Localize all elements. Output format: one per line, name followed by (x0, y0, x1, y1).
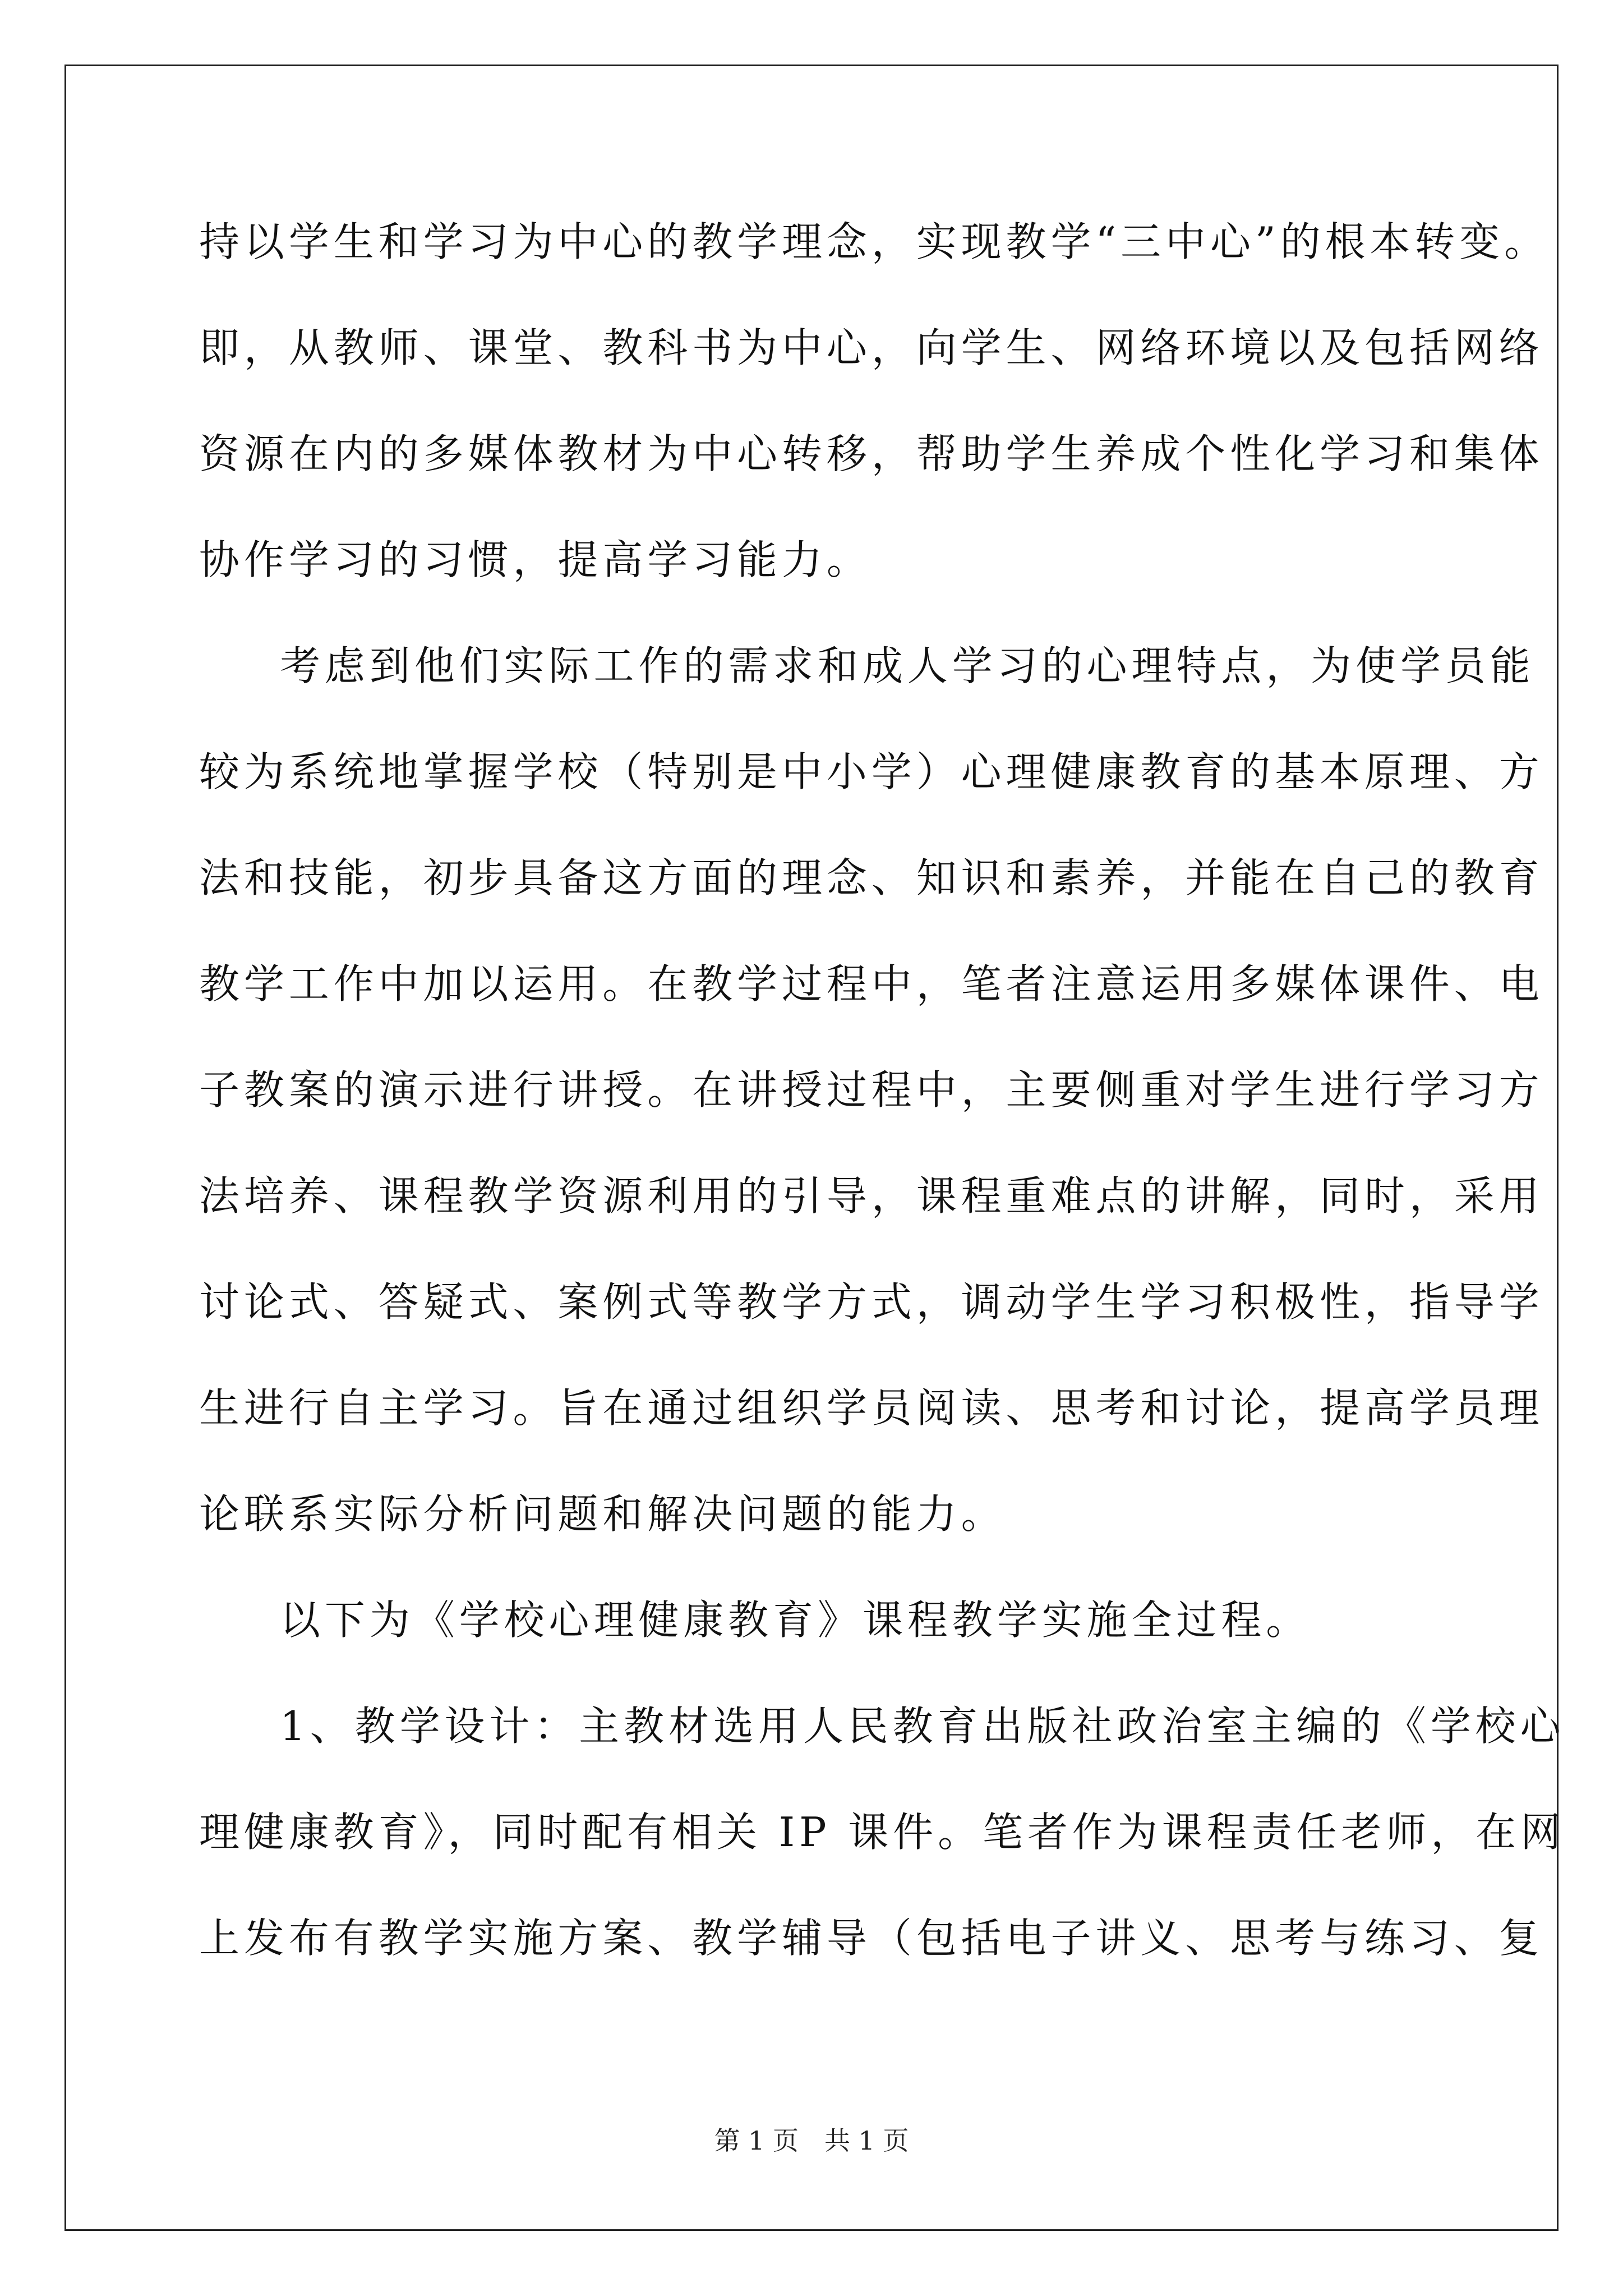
page-footer: 第 1 页 共 1 页 (714, 2125, 909, 2156)
text-line-12: 生进行自主学习。旨在通过组织学员阅读、思考和讨论，提高学员理 (199, 1384, 1544, 1432)
paragraph-4-first-line: 1、教学设计：主教材选用人民教育出版社政治室主编的《学校心 (280, 1703, 1565, 1750)
text-line-16: 理健康教育》，同时配有相关 IP 课件。笔者作为课程责任老师，在网 (199, 1809, 1566, 1856)
text-line-9: 子教案的演示进行讲授。在讲授过程中，主要侧重对学生进行学习方 (199, 1066, 1544, 1114)
text-line-10: 法培养、课程教学资源利用的引导，课程重难点的讲解，同时，采用 (199, 1172, 1544, 1220)
paragraph-2-first-line: 考虑到他们实际工作的需求和成人学习的心理特点，为使学员能 (280, 642, 1535, 689)
text-line-11: 讨论式、答疑式、案例式等教学方式，调动学生学习积极性，指导学 (199, 1278, 1544, 1326)
text-line-6: 较为系统地掌握学校（特别是中小学）心理健康教育的基本原理、方 (199, 748, 1544, 795)
text-line-2: 即，从教师、课堂、教科书为中心，向学生、网络环境以及包括网络 (199, 324, 1544, 371)
text-line-1: 持以学生和学习为中心的教学理念，实现教学“三中心”的根本转变。 (199, 218, 1550, 265)
page-border (64, 65, 1559, 2231)
paragraph-3-line: 以下为《学校心理健康教育》课程教学实施全过程。 (280, 1596, 1311, 1644)
text-line-3: 资源在内的多媒体教材为中心转移，帮助学生养成个性化学习和集体 (199, 430, 1544, 477)
text-line-7: 法和技能，初步具备这方面的理念、知识和素养，并能在自己的教育 (199, 854, 1544, 901)
text-line-8: 教学工作中加以运用。在教学过程中，笔者注意运用多媒体课件、电 (199, 960, 1544, 1007)
text-line-4: 协作学习的习惯，提高学习能力。 (199, 536, 872, 583)
text-line-17: 上发布有教学实施方案、教学辅导（包括电子讲义、思考与练习、复 (199, 1915, 1544, 1962)
text-line-13: 论联系实际分析问题和解决问题的能力。 (199, 1490, 1006, 1538)
